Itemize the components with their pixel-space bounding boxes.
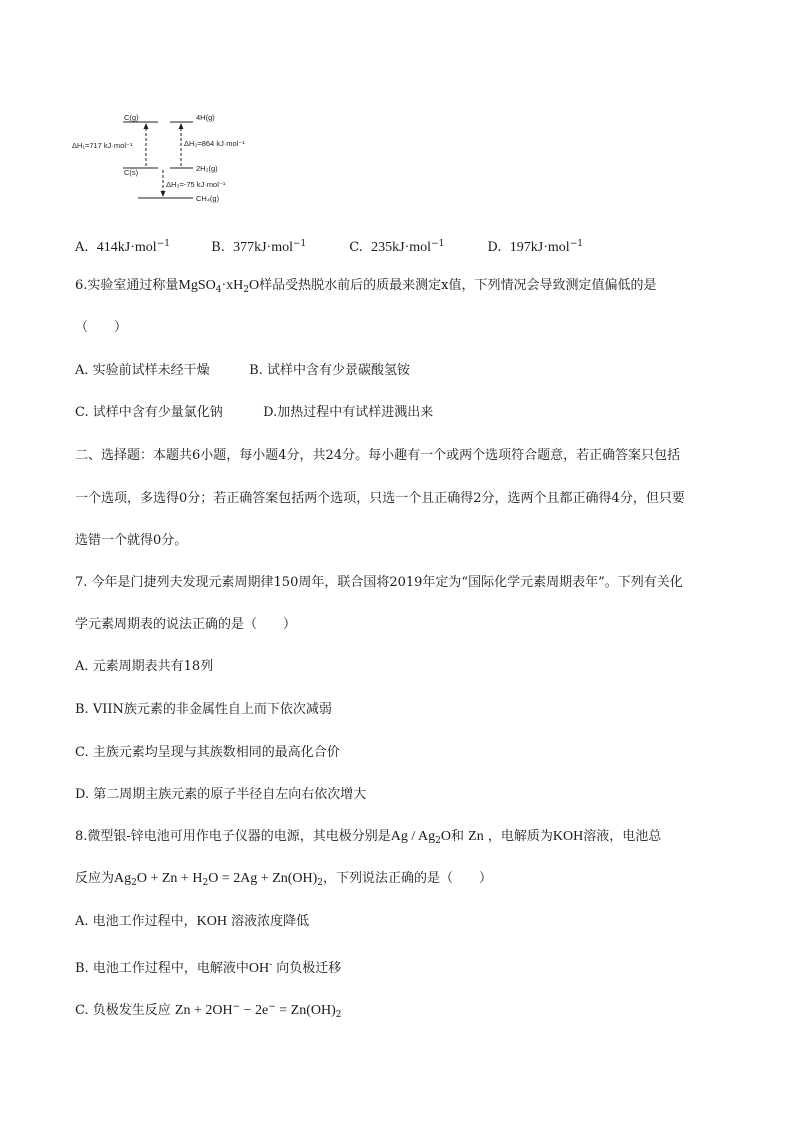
energy-level-diagram [68,108,268,208]
q7-stem-line1: 7. 今年是门捷列夫发现元素周期律150周年，联合国将2019年定为“国际化学元素周期表年”。下列有关化 [75,575,683,590]
q6-option-d[interactable]: D.加热过程中有试样进溅出来 [263,405,434,420]
section2-line3: 选错一个就得0分。 [75,533,188,548]
label-c-solid: C(s) [124,168,139,177]
q8-option-a[interactable]: A. 电池工作过程中，KOH 溶液浓度降低 [75,914,310,929]
label-dh2: ΔH₂=864 kJ·mol⁻¹ [184,139,245,148]
q7-option-d[interactable]: D. 第二周期主族元素的原子半径自左向右依次增大 [75,787,367,802]
q6-options-row2 [75,403,433,423]
q7-option-a[interactable]: A. 元素周期表共有18列 [75,659,214,674]
label-ch4-gas: CH₄(g) [196,194,220,203]
q6-option-c[interactable]: C. 试样中含有少量氯化钠 [75,405,223,420]
q5-option-a[interactable]: A. 414kJ·mol$^{-1}$ [75,239,170,255]
q6-option-a[interactable]: A. 实验前试样未经干燥 [75,363,210,378]
q7-stem-line2: 学元素周期表的说法正确的是（ ） [75,617,297,632]
q6-option-b[interactable]: B. 试样中含有少景碳酸氢铵 [249,363,410,378]
q8-stem-line1: 8.微型银-锌电池可用作电子仪器的电源，其电极分别是Ag / $Ag_2O$和 Zn ，电解质为KOH溶液，电池总 [75,829,662,846]
q8-option-b[interactable]: B. 电池工作过程中，电解液中OH- 向负极迁移 [75,960,342,976]
q5-option-b[interactable]: B. 377kJ·mol$^{-1}$ [211,239,307,255]
label-4h-gas: 4H(g) [196,113,215,122]
q6-answer-paren: （ ） [75,320,128,335]
q6-options-row1 [75,361,410,381]
label-2h2-gas: 2H₂(g) [196,164,218,173]
label-dh3: ΔH₃=-75 kJ·mol⁻¹ [166,180,226,189]
label-c-gas: C(g) [124,113,139,122]
section2-line1: 二、选择题：本题共6小题，每小题4分，共24分。每小趣有一个或两个选项符合题意，若正确答案只包括 [75,448,681,463]
section2-line2: 一个选项，多选得0分；若正确答案包括两个选项，只选一个且正确得2分，选两个且都正确得4分，但只要 [75,491,685,506]
q5-option-d[interactable]: D. 197kJ·mol$^{-1}$ [487,239,583,255]
label-dh1: ΔH₁=717 kJ·mol⁻¹ [72,141,133,150]
q5-options [75,234,583,258]
q6-stem: 6.实验室通过称量$MgSO_4\cdot xH_2O$样品受热脱水前后的质最来测定x值，下列情况会导致测定值偏低的是 [75,278,657,295]
q7-option-b[interactable]: B. VIIN族元素的非金属性自上而下依次减弱 [75,702,332,717]
q8-stem-line2: 反应为$Ag_2O + Zn + H_2O = 2Ag + Zn(OH)_2$，下列说法正确的是（ ） [75,871,493,888]
q8-option-c[interactable]: C. 负极发生反应 $Zn + 2OH^- - 2e^- = Zn(OH)_2$ [75,1002,342,1020]
q5-option-c[interactable]: C. 235kJ·mol$^{-1}$ [349,239,445,255]
q7-option-c[interactable]: C. 主族元素均呈现与其族数相同的最高化合价 [75,745,340,760]
